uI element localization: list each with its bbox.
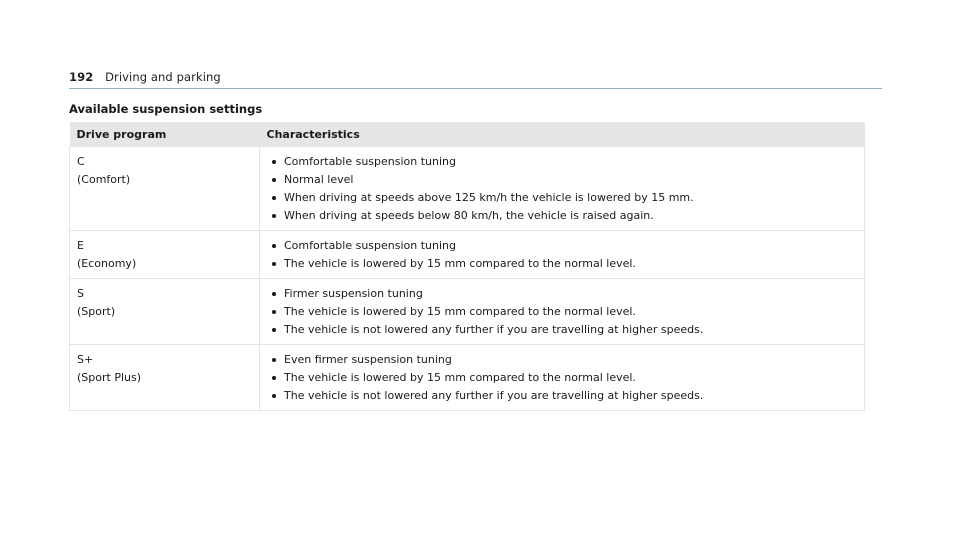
list-item: When driving at speeds below 80 km/h, the vehicle is raised again. [267,207,857,225]
list-item: When driving at speeds above 125 km/h the vehicle is lowered by 15 mm. [267,189,857,207]
characteristics-list [267,237,857,273]
list-item: Firmer suspension tuning [267,285,857,303]
page-header [69,70,221,84]
list-item: The vehicle is lowered by 15 mm compared to the normal level. [267,255,857,273]
drive-program-cell [70,231,260,279]
characteristics-cell [260,345,865,411]
table-header-row [70,122,865,147]
characteristics-list [267,351,857,405]
program-code: S+ [77,353,94,366]
page-number: 192 [69,70,94,84]
characteristics-cell [260,147,865,231]
table-row [70,231,865,279]
drive-program-cell [70,279,260,345]
characteristics-cell [260,231,865,279]
list-item: Comfortable suspension tuning [267,153,857,171]
header-divider [69,88,882,89]
characteristics-cell [260,279,865,345]
program-code: C [77,155,85,168]
chapter-title: Driving and parking [105,70,221,84]
drive-program-cell [70,147,260,231]
program-name: (Economy) [77,257,137,270]
table-row [70,345,865,411]
list-item: The vehicle is lowered by 15 mm compared to the normal level. [267,303,857,321]
column-header-characteristics: Characteristics [260,122,865,147]
list-item: Normal level [267,171,857,189]
program-name: (Comfort) [77,173,131,186]
program-name: (Sport Plus) [77,371,142,384]
suspension-settings-table [69,122,865,411]
list-item: The vehicle is not lowered any further if you are travelling at higher speeds. [267,387,857,405]
program-name: (Sport) [77,305,116,318]
column-header-drive-program: Drive program [70,122,260,147]
table-row [70,147,865,231]
list-item: The vehicle is not lowered any further if you are travelling at higher speeds. [267,321,857,339]
program-code: E [77,239,84,252]
table-row [70,279,865,345]
drive-program-cell [70,345,260,411]
list-item: Comfortable suspension tuning [267,237,857,255]
list-item: Even firmer suspension tuning [267,351,857,369]
characteristics-list [267,285,857,339]
program-code: S [77,287,84,300]
list-item: The vehicle is lowered by 15 mm compared to the normal level. [267,369,857,387]
section-title: Available suspension settings [69,102,263,116]
characteristics-list [267,153,857,225]
